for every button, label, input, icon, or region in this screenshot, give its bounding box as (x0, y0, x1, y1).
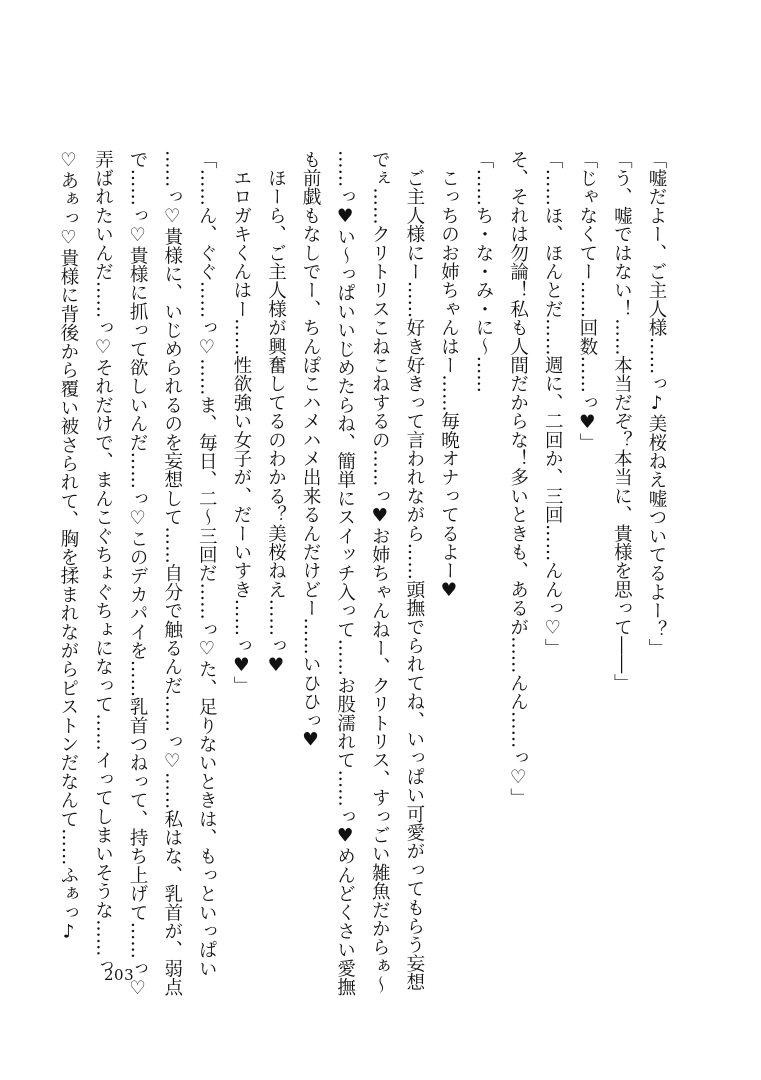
text-line: そ、それは勿論！私も人間だからな！多いときも、あるが……んん……っ♡」 (507, 150, 529, 808)
text-line: 「じゃなくてー……回数……っ♥」 (576, 150, 598, 452)
text-line: 「う、嘘ではない！……本当だぞ？本当に、貴様を思って――」 (611, 150, 633, 693)
text-line: ……っ♥い～っぱいいじめたらね、簡単にスイッチ入って……お股濡れて……っ♥めんどくさい愛撫 (334, 150, 356, 997)
page-number: 203 (104, 966, 135, 984)
text-line: ほーら、ご主人様が興奮してるのわかる？美桜ねえ……っ♥ (265, 150, 287, 677)
text-line: ……っ♡貴様に、いじめられるのを妄想して……自分で触るんだ……っ♡……私はな、乳首が、弱点 (161, 150, 183, 997)
text-line: ♡あぁっ♡貴様に背後から覆い被さられて、胸を揉まれながらピストンだなんて……ふぁっ♪ (57, 150, 79, 943)
text-line: エロガキくんはー……性欲強い女子が、だーいすき……っ♥」 (230, 150, 252, 695)
text-line: も前戯もなしでー、ちんぽこハメハメ出来るんだけどー……いひひっ♥ (300, 150, 322, 751)
text-line: こっちのお姉ちゃんはー……毎晩オナってるよー♥ (438, 150, 460, 602)
text-line: 弄ばれたいんだ……っ♡それだけで、まんこぐちょぐちょになって……イってしまいそうな……っ (92, 150, 114, 976)
text-line: 「……ち・な・み・に～…… (473, 150, 495, 394)
text-line: で……っ♡貴様に抓って欲しいんだ……っ♡このデカパイを……乳首つねって、持ち上げて……っ♡ (127, 150, 149, 999)
text-line: ご主人様にー……好き好きって言われながら……頭撫でられてね、いっぱい可愛がってもらう妄想 (403, 150, 425, 992)
text-line: 「……ん、ぐぐ……っ♡……ま、毎日、二～三回だ……っ♡た、足りないときは、もっといっぱい (196, 150, 218, 978)
text-line: でぇ……クリトリスこねこねするの……っ♥お姉ちゃんねー、クリトリス、すっごい雑魚だからぁ～ (369, 150, 391, 994)
text-line: 「嘘だよー、ご主人様……っ♪美桜ねえ嘘ついてるよー？」 (646, 150, 667, 658)
text-line: 「……ほ、ほんとだ……週に、二回か、三回……んんっ♡」 (542, 150, 564, 658)
